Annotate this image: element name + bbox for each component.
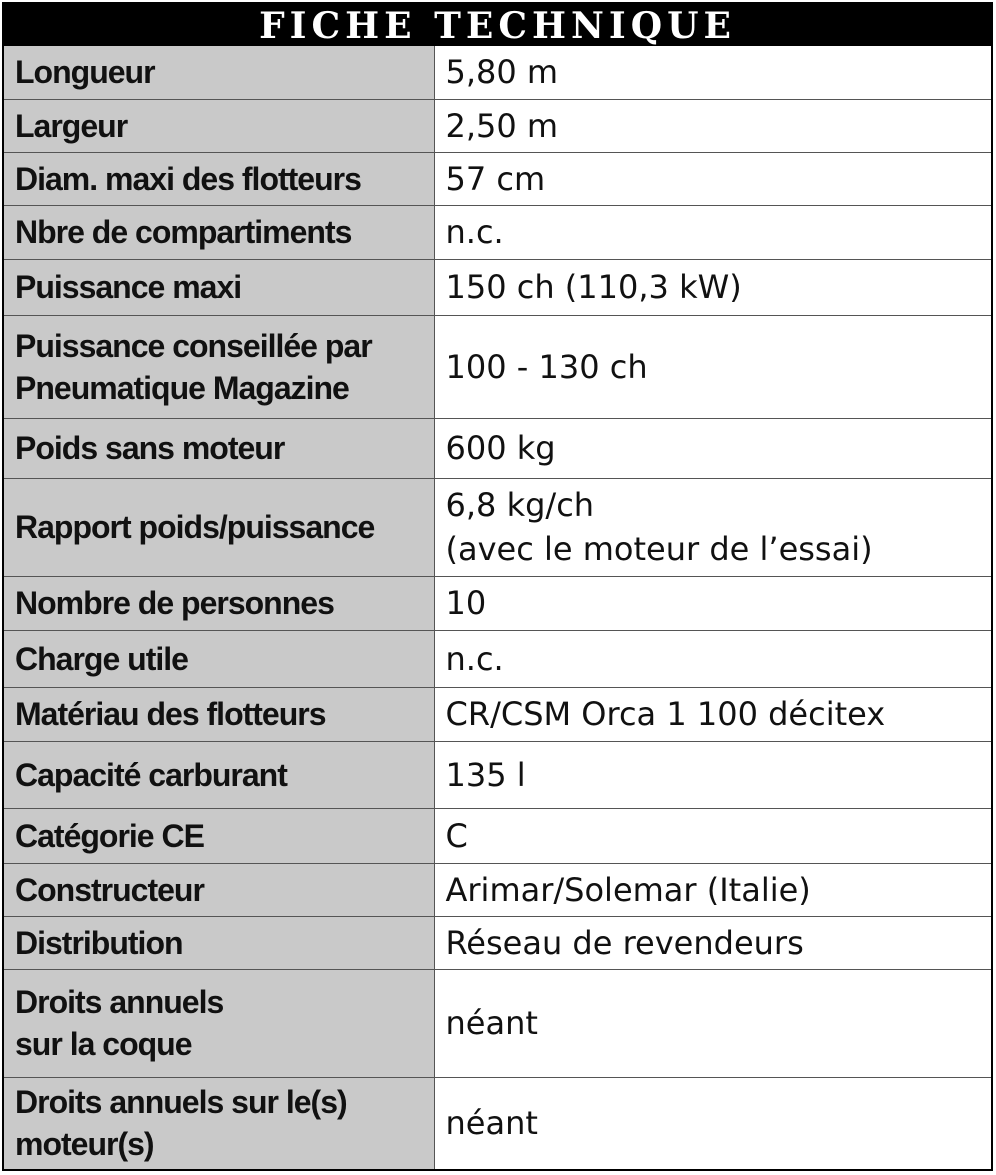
spec-label: Droits annuels sur la coque: [4, 969, 434, 1077]
table-row: [4, 1077, 991, 1169]
table-row: [4, 863, 991, 916]
spec-value: Réseau de revendeurs: [434, 916, 991, 969]
sheet-title: FICHE TECHNIQUE: [4, 4, 991, 46]
spec-label: Largeur: [4, 99, 434, 152]
spec-label: Nbre de compartiments: [4, 205, 434, 259]
spec-value: CR/CSM Orca 1 100 décitex: [434, 687, 991, 741]
spec-label: Distribution: [4, 916, 434, 969]
spec-value: n.c.: [434, 630, 991, 687]
spec-value: C: [434, 808, 991, 863]
spec-label: Nombre de personnes: [4, 576, 434, 630]
spec-label: Catégorie CE: [4, 808, 434, 863]
table-row: [4, 808, 991, 863]
spec-value: 5,80 m: [434, 46, 991, 99]
spec-label: Longueur: [4, 46, 434, 99]
table-row: [4, 687, 991, 741]
spec-value: 100 - 130 ch: [434, 315, 991, 418]
table-row: [4, 969, 991, 1077]
spec-value: n.c.: [434, 205, 991, 259]
table-row: [4, 205, 991, 259]
spec-value: 150 ch (110,3 kW): [434, 259, 991, 315]
spec-label: Rapport poids/puissance: [4, 478, 434, 576]
table-row: [4, 630, 991, 687]
table-row: [4, 315, 991, 418]
spec-value: 135 l: [434, 741, 991, 808]
spec-value: 600 kg: [434, 418, 991, 478]
table-row: [4, 576, 991, 630]
spec-label: Constructeur: [4, 863, 434, 916]
table-row: [4, 916, 991, 969]
spec-value: néant: [434, 1077, 991, 1169]
table-row: [4, 741, 991, 808]
table-row: [4, 478, 991, 576]
spec-value: 57 cm: [434, 152, 991, 205]
spec-value: 2,50 m: [434, 99, 991, 152]
spec-table: [4, 46, 991, 1169]
table-row: [4, 152, 991, 205]
spec-label: Poids sans moteur: [4, 418, 434, 478]
spec-label: Capacité carburant: [4, 741, 434, 808]
table-row: [4, 99, 991, 152]
spec-label: Droits annuels sur le(s) moteur(s): [4, 1077, 434, 1169]
table-row: [4, 46, 991, 99]
table-row: [4, 418, 991, 478]
spec-value: 6,8 kg/ch (avec le moteur de l’essai): [434, 478, 991, 576]
spec-label: Matériau des flotteurs: [4, 687, 434, 741]
spec-value: 10: [434, 576, 991, 630]
spec-label: Charge utile: [4, 630, 434, 687]
spec-label: Diam. maxi des flotteurs: [4, 152, 434, 205]
spec-label: Puissance conseillée par Pneumatique Magazine: [4, 315, 434, 418]
spec-value: Arimar/Solemar (Italie): [434, 863, 991, 916]
table-row: [4, 259, 991, 315]
spec-value: néant: [434, 969, 991, 1077]
spec-sheet: [2, 2, 993, 1171]
spec-label: Puissance maxi: [4, 259, 434, 315]
